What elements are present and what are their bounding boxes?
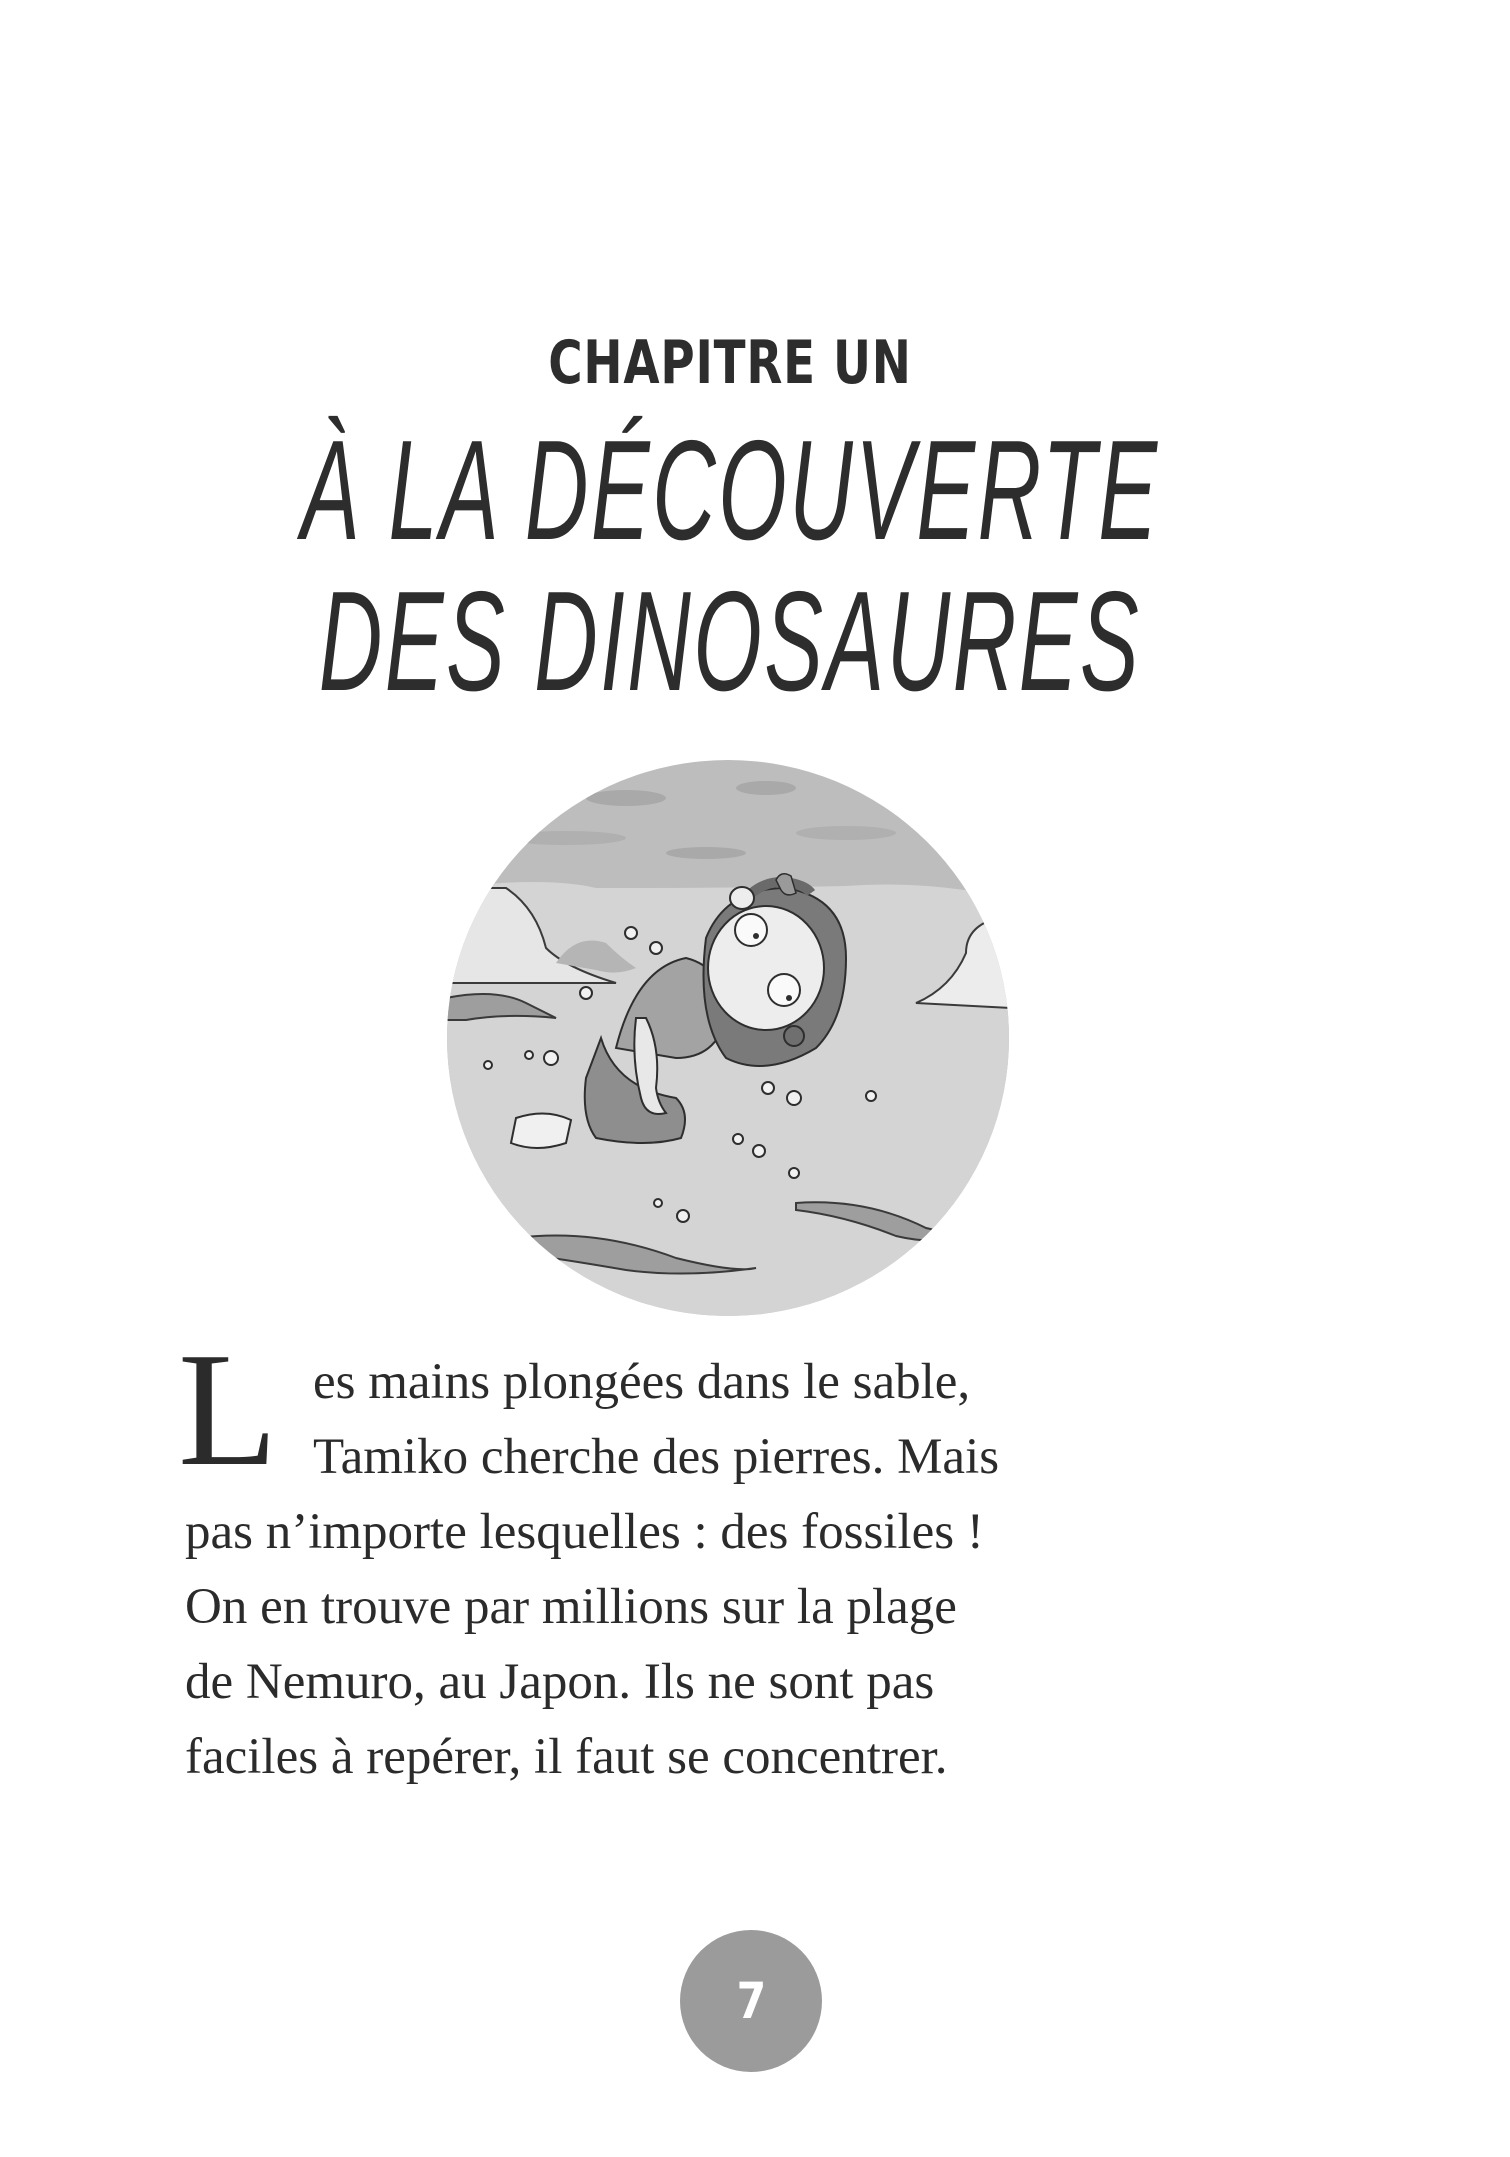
body-line: es mains plongées dans le sable, (313, 1354, 971, 1410)
drop-cap: L (178, 1320, 278, 1500)
body-line: pas n’importe lesquelles : des fossiles ! (185, 1504, 984, 1560)
page-number: 7 (736, 1972, 766, 2030)
body-paragraph (185, 1345, 1185, 1795)
body-line: On en trouve par millions sur la plage (185, 1579, 957, 1635)
body-line: de Nemuro, au Japon. Ils ne sont pas (185, 1654, 935, 1710)
page-number-badge (680, 1930, 822, 2072)
chapter-label: CHAPITRE UN (548, 328, 912, 398)
chapter-title-line-1: À LA DÉCOUVERTE (300, 411, 1160, 570)
chapter-illustration (446, 758, 1010, 1318)
body-line: Tamiko cherche des pierres. Mais (313, 1429, 1000, 1485)
chapter-title-line-2: DES DINOSAURES (318, 562, 1142, 721)
body-line: faciles à repérer, il faut se concentrer. (185, 1729, 948, 1785)
